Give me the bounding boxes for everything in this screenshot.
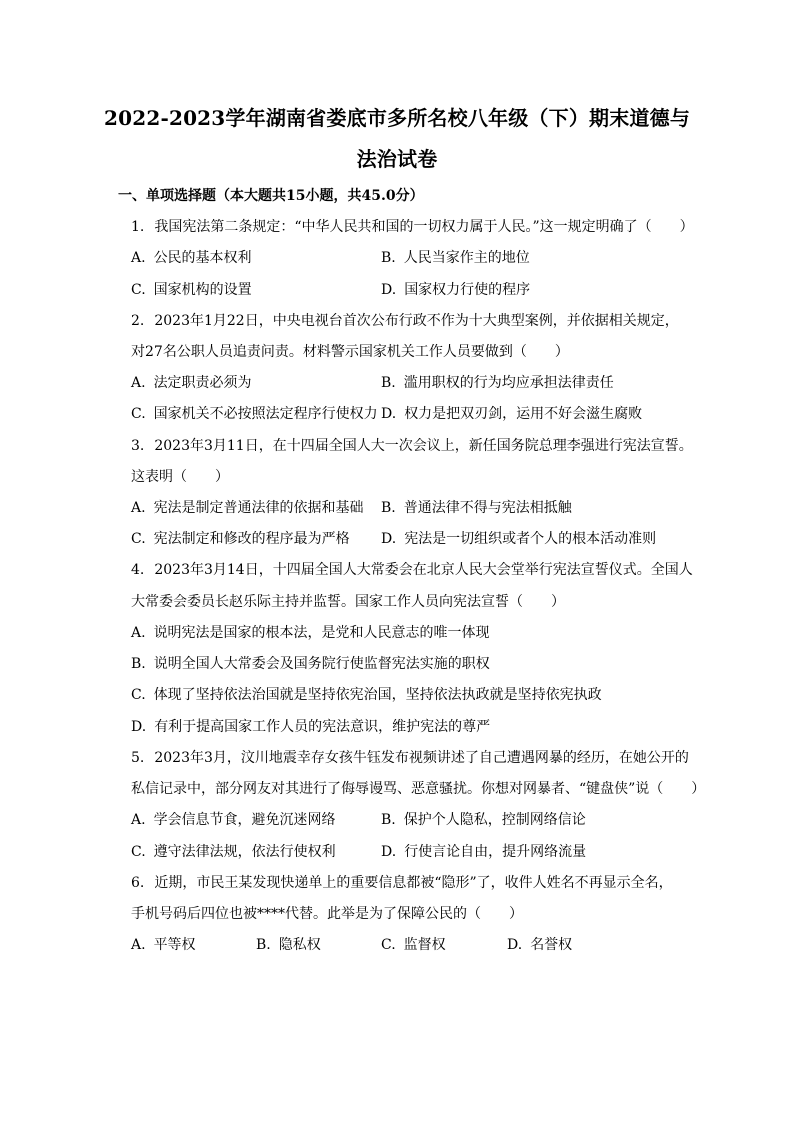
option-letter: D. xyxy=(381,844,397,860)
question-6 xyxy=(131,874,673,892)
option-letter: B. xyxy=(256,937,271,953)
option-text: 隐私权 xyxy=(278,937,321,953)
question-2-continued: 对27名公职人员追责问责。材料警示国家机关工作人员要做到（ ） xyxy=(131,344,569,360)
option-text: 权力是把双刃剑，运用不好会滋生腐败 xyxy=(404,406,643,422)
option-text: 体现了坚持依法治国就是坚持依宪治国，坚持依法执政就是坚持依宪执政 xyxy=(153,687,602,703)
question-text: 2023年3月11日，在十四届全国人大一次会议上，新任国务院总理李强进行宪法宣誓。 xyxy=(154,438,693,454)
question-5 xyxy=(131,749,689,767)
question-number: 3. xyxy=(131,438,145,454)
option-text: 监督权 xyxy=(403,937,446,953)
option-text: 国家权力行使的程序 xyxy=(404,282,531,298)
option-letter: A. xyxy=(131,375,146,391)
option-letter: C. xyxy=(381,937,396,953)
option-4-a xyxy=(131,624,490,642)
question-number: 5. xyxy=(131,750,145,766)
option-5-c xyxy=(131,843,336,861)
option-1-d xyxy=(381,281,530,299)
question-text: 2023年3月14日，十四届全国人大常委会在北京人民大会堂举行宪法宣誓仪式。全国人 xyxy=(154,562,693,578)
option-letter: B. xyxy=(381,812,396,828)
question-text: 我国宪法第二条规定：“中华人民共和国的一切权力属于人民。”这一规定明确了（ ） xyxy=(154,219,694,235)
option-text: 遵守法律法规，依法行使权利 xyxy=(153,844,336,860)
option-text: 公民的基本权利 xyxy=(153,250,252,266)
question-1 xyxy=(131,218,694,236)
section-heading: 一、单项选择题（本大题共15小题，共45.0分） xyxy=(118,188,424,204)
option-text: 人民当家作主的地位 xyxy=(403,250,530,266)
option-letter: C. xyxy=(131,282,146,298)
option-4-d xyxy=(131,718,490,736)
option-text: 名誉权 xyxy=(530,937,573,953)
question-number: 2. xyxy=(131,313,145,329)
option-6-b xyxy=(256,936,321,954)
option-4-b xyxy=(131,655,490,673)
question-number: 4. xyxy=(131,562,145,578)
option-6-a xyxy=(131,936,196,954)
option-text: 行使言论自由，提升网络流量 xyxy=(404,844,587,860)
option-2-a xyxy=(131,374,252,392)
option-letter: D. xyxy=(131,719,147,735)
option-letter: B. xyxy=(381,500,396,516)
option-letter: A. xyxy=(131,937,146,953)
option-5-b xyxy=(381,811,586,829)
option-text: 国家机关不必按照法定程序行使权力 xyxy=(153,406,378,422)
option-text: 国家机构的设置 xyxy=(153,282,252,298)
question-2 xyxy=(131,312,679,330)
option-text: 宪法是一切组织或者个人的根本活动准则 xyxy=(404,531,657,547)
option-letter: A. xyxy=(131,250,146,266)
option-text: 保护个人隐私，控制网络信论 xyxy=(403,812,586,828)
option-text: 法定职责必须为 xyxy=(153,375,252,391)
option-letter: C. xyxy=(131,531,146,547)
option-1-b xyxy=(381,249,530,267)
question-number: 6. xyxy=(131,875,145,891)
option-letter: A. xyxy=(131,625,146,641)
question-6-continued: 手机号码后四位也被****代替。此举是为了保障公民的（ ） xyxy=(131,906,523,922)
option-3-d xyxy=(381,530,656,548)
question-5-continued: 私信记录中，部分网友对其进行了侮辱谩骂、恶意骚扰。你想对网暴者、“键盘侠”说（ ） xyxy=(131,781,706,797)
option-text: 说明宪法是国家的根本法，是党和人民意志的唯一体现 xyxy=(153,625,490,641)
option-2-d xyxy=(381,405,642,423)
option-letter: B. xyxy=(131,656,146,672)
option-5-d xyxy=(381,843,586,861)
option-3-a xyxy=(131,499,364,517)
option-2-c xyxy=(131,405,378,423)
option-1-a xyxy=(131,249,252,267)
option-2-b xyxy=(381,374,614,392)
option-letter: C. xyxy=(131,687,146,703)
option-letter: B. xyxy=(381,375,396,391)
option-6-c xyxy=(381,936,446,954)
question-text: 2023年3月，汶川地震幸存女孩牛钰发布视频讲述了自己遭遇网暴的经历，在她公开的 xyxy=(154,750,689,766)
option-text: 滥用职权的行为均应承担法律责任 xyxy=(403,375,614,391)
option-text: 普通法律不得与宪法相抵触 xyxy=(403,500,572,516)
option-letter: D. xyxy=(381,406,397,422)
option-letter: B. xyxy=(381,250,396,266)
option-5-a xyxy=(131,811,336,829)
option-3-c xyxy=(131,530,350,548)
question-4 xyxy=(131,561,693,579)
option-text: 学会信息节食，避免沉迷网络 xyxy=(153,812,336,828)
option-3-b xyxy=(381,499,572,517)
option-letter: A. xyxy=(131,500,146,516)
option-6-d xyxy=(507,936,572,954)
option-letter: D. xyxy=(381,282,397,298)
option-text: 宪法制定和修改的程序最为严格 xyxy=(153,531,350,547)
option-letter: C. xyxy=(131,844,146,860)
page-title-continued: 法治试卷 xyxy=(356,147,438,171)
question-3 xyxy=(131,437,693,455)
option-letter: C. xyxy=(131,406,146,422)
option-1-c xyxy=(131,281,252,299)
question-4-continued: 大常委会委员长赵乐际主持并监誓。国家工作人员向宪法宣誓（ ） xyxy=(131,594,565,610)
question-3-continued: 这表明（ ） xyxy=(131,469,229,485)
option-text: 说明全国人大常委会及国务院行使监督宪法实施的职权 xyxy=(153,656,490,672)
question-number: 1. xyxy=(131,219,145,235)
option-4-c xyxy=(131,686,602,704)
question-text: 近期，市民王某发现快递单上的重要信息都被“隐形”了，收件人姓名不再显示全名， xyxy=(154,875,673,891)
question-text: 2023年1月22日，中央电视台首次公布行政不作为十大典型案例，并依据相关规定， xyxy=(154,313,679,329)
option-letter: D. xyxy=(507,937,523,953)
option-text: 平等权 xyxy=(153,937,196,953)
page-title: 2022-2023学年湖南省娄底市多所名校八年级（下）期末道德与 xyxy=(103,106,691,130)
option-letter: D. xyxy=(381,531,397,547)
option-text: 有利于提高国家工作人员的宪法意识，维护宪法的尊严 xyxy=(154,719,491,735)
option-letter: A. xyxy=(131,812,146,828)
option-text: 宪法是制定普通法律的依据和基础 xyxy=(153,500,364,516)
